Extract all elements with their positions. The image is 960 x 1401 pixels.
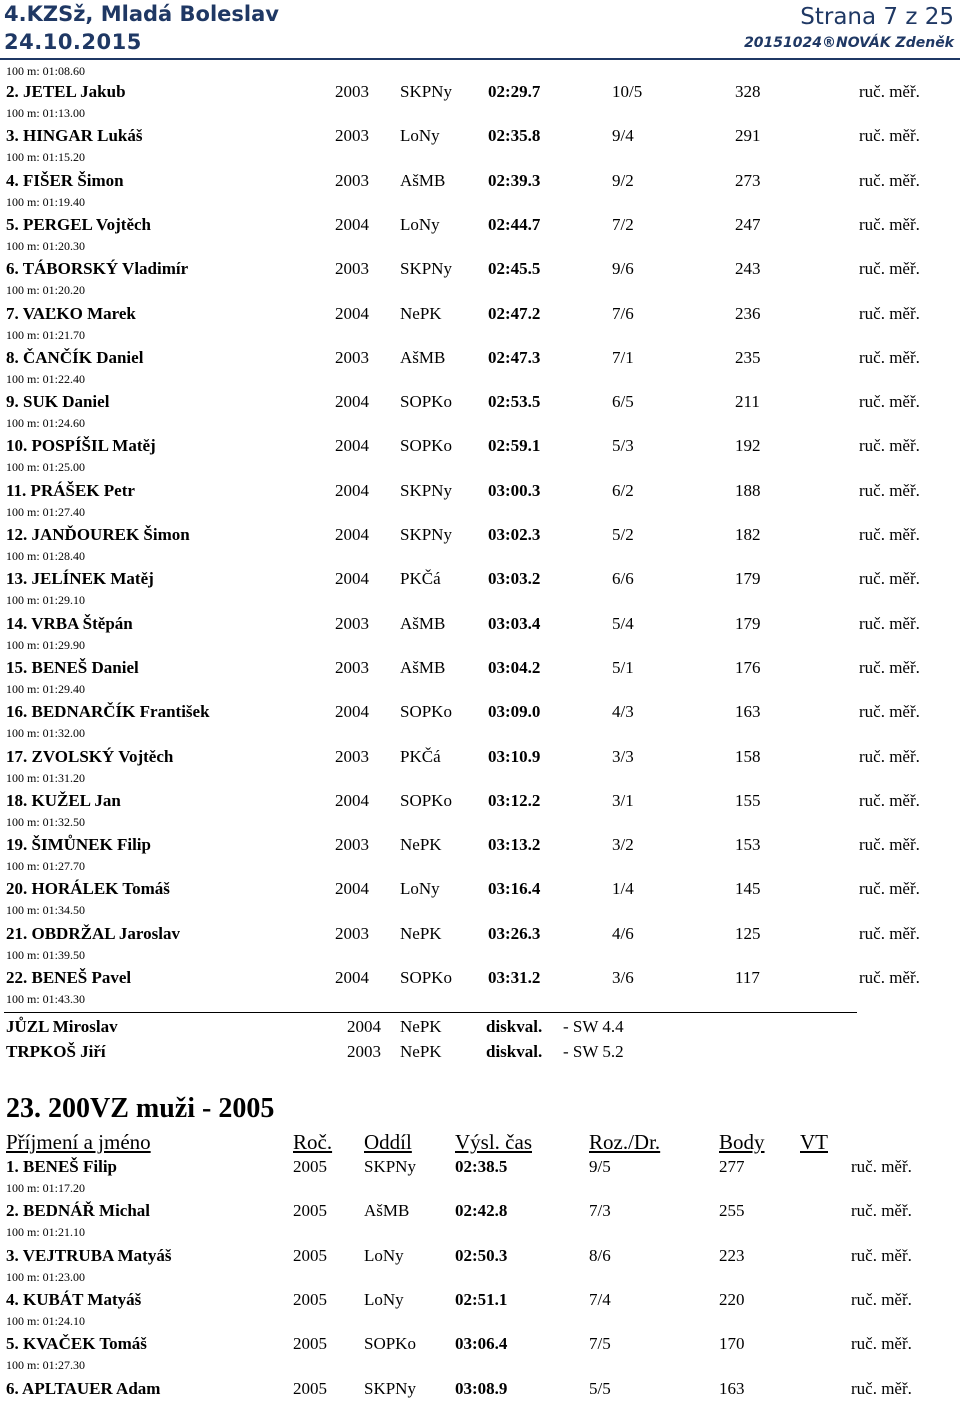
points: 158	[735, 746, 761, 766]
result-row	[0, 481, 960, 503]
split-time: 100 m: 01:15.20	[6, 150, 86, 165]
birth-year: 2004	[335, 436, 369, 456]
heat-lane: 3/3	[612, 746, 634, 766]
points: 188	[735, 480, 761, 500]
column-header-time: Výsl. čas	[455, 1130, 532, 1154]
result-row	[0, 171, 960, 193]
disqualification-status: diskval.	[486, 1017, 543, 1036]
timing-method: ruč. měř.	[859, 657, 920, 677]
heat-lane: 9/4	[612, 126, 634, 146]
birth-year: 2004	[335, 303, 369, 323]
timing-method: ruč. měř.	[851, 1378, 912, 1398]
result-row	[0, 1201, 960, 1223]
result-row	[0, 791, 960, 813]
result-time: 03:04.2	[488, 657, 541, 677]
heat-lane: 4/6	[612, 923, 634, 943]
result-time: 03:06.4	[455, 1334, 508, 1354]
points: 273	[735, 170, 761, 190]
result-row	[0, 835, 960, 857]
result-row	[0, 614, 960, 636]
birth-year: 2003	[335, 347, 369, 367]
athlete-name: 7. VAĽKO Marek	[6, 303, 136, 323]
points: 211	[735, 392, 760, 412]
birth-year: 2004	[335, 968, 369, 987]
athlete-name: 6. TÁBORSKÝ Vladimír	[6, 259, 189, 279]
birth-year: 2005	[293, 1201, 327, 1221]
result-row	[0, 924, 960, 946]
result-row	[0, 82, 960, 104]
points: 277	[719, 1157, 745, 1176]
club-code: AšMB	[364, 1201, 410, 1221]
athlete-name: 8. ČANČÍK Daniel	[6, 347, 144, 367]
split-time: 100 m: 01:32.50	[6, 814, 86, 829]
result-row	[0, 1157, 960, 1179]
timing-method: ruč. měř.	[859, 392, 920, 412]
timing-method: ruč. měř.	[859, 82, 920, 101]
result-row	[0, 126, 960, 148]
club-code: SKPNy	[364, 1378, 416, 1398]
club-code: SKPNy	[400, 259, 452, 279]
club-code: SKPNy	[400, 525, 452, 544]
result-row	[0, 392, 960, 414]
split-time: 100 m: 01:22.40	[6, 371, 86, 386]
split-time: 100 m: 01:27.30	[6, 1358, 86, 1373]
club-code: NePK	[400, 1042, 442, 1061]
points: 176	[735, 657, 761, 677]
result-time: 03:16.4	[488, 879, 541, 899]
birth-year: 2003	[335, 923, 369, 943]
competition-title: 4.KZSž, Mladá Boleslav	[4, 2, 279, 26]
athlete-name: 10. POSPÍŠIL Matěj	[6, 436, 156, 456]
column-header-points: Body	[719, 1130, 765, 1154]
result-row	[0, 215, 960, 237]
split-time: 100 m: 01:32.00	[6, 726, 86, 741]
heat-lane: 9/6	[612, 259, 634, 279]
split-time: 100 m: 01:24.10	[6, 1313, 86, 1328]
birth-year: 2004	[335, 214, 369, 234]
birth-year: 2003	[335, 82, 369, 101]
athlete-name: 3. HINGAR Lukáš	[6, 126, 143, 146]
disqualification-status: diskval.	[486, 1042, 543, 1061]
heat-lane: 5/4	[612, 613, 634, 633]
club-code: NePK	[400, 1017, 442, 1036]
points: 145	[735, 879, 761, 899]
athlete-name: 20. HORÁLEK Tomáš	[6, 879, 170, 899]
birth-year: 2004	[335, 790, 369, 810]
club-code: AšMB	[400, 657, 446, 677]
birth-year: 2003	[335, 835, 369, 855]
heat-lane: 6/2	[612, 480, 634, 500]
club-code: SOPKo	[400, 392, 452, 412]
timing-method: ruč. měř.	[859, 436, 920, 456]
points: 182	[735, 525, 761, 544]
athlete-name: 6. APLTAUER Adam	[6, 1378, 161, 1398]
points: 235	[735, 347, 761, 367]
disqualification-rule: - SW 5.2	[563, 1042, 624, 1061]
athlete-name: 18. KUŽEL Jan	[6, 790, 121, 810]
split-time: 100 m: 01:21.70	[6, 327, 86, 342]
result-row	[0, 259, 960, 281]
club-code: SOPKo	[400, 790, 452, 810]
birth-year: 2005	[293, 1334, 327, 1354]
result-time: 03:12.2	[488, 790, 541, 810]
points: 328	[735, 82, 761, 101]
timing-method: ruč. měř.	[859, 746, 920, 766]
result-row	[0, 436, 960, 458]
athlete-name: 2. BEDNÁŘ Michal	[6, 1201, 151, 1221]
athlete-name: 2. JETEL Jakub	[6, 82, 126, 101]
disqualification-rule: - SW 4.4	[563, 1017, 624, 1036]
club-code: SKPNy	[400, 82, 452, 101]
athlete-name: 3. VEJTRUBA Matyáš	[6, 1245, 172, 1265]
result-time: 02:59.1	[488, 436, 541, 456]
heat-lane: 6/5	[612, 392, 634, 412]
points: 223	[719, 1245, 745, 1265]
split-time: 100 m: 01:31.20	[6, 770, 86, 785]
club-code: LoNy	[364, 1289, 404, 1309]
heat-lane: 7/1	[612, 347, 634, 367]
result-time: 03:08.9	[455, 1378, 508, 1398]
result-time: 02:39.3	[488, 170, 541, 190]
result-row	[0, 658, 960, 680]
birth-year: 2004	[335, 480, 369, 500]
points: 236	[735, 303, 761, 323]
club-code: NePK	[400, 303, 442, 323]
split-time: 100 m: 01:27.70	[6, 859, 86, 874]
birth-year: 2005	[293, 1378, 327, 1398]
points: 179	[735, 569, 761, 589]
athlete-name: 17. ZVOLSKÝ Vojtěch	[6, 746, 174, 766]
athlete-name: 15. BENEŠ Daniel	[6, 657, 139, 677]
heat-lane: 5/2	[612, 525, 634, 544]
athlete-name: 5. PERGEL Vojtěch	[6, 214, 151, 234]
points: 220	[719, 1289, 745, 1309]
result-time: 03:02.3	[488, 525, 541, 544]
points: 247	[735, 214, 761, 234]
athlete-name: 5. KVAČEK Tomáš	[6, 1334, 147, 1354]
column-header-name: Příjmení a jméno	[6, 1130, 151, 1154]
birth-year: 2003	[335, 259, 369, 279]
split-time: 100 m: 01:25.00	[6, 460, 86, 475]
timing-method: ruč. měř.	[859, 569, 920, 589]
birth-year: 2003	[335, 613, 369, 633]
split-time: 100 m: 01:34.50	[6, 903, 86, 918]
points: 170	[719, 1334, 745, 1354]
result-time: 02:47.3	[488, 347, 541, 367]
club-code: LoNy	[400, 879, 440, 899]
heat-lane: 1/4	[612, 879, 634, 899]
club-code: LoNy	[400, 126, 440, 146]
heat-lane: 4/3	[612, 702, 634, 722]
points: 179	[735, 613, 761, 633]
result-row	[0, 702, 960, 724]
heat-lane: 7/5	[589, 1334, 611, 1354]
heat-lane: 9/5	[589, 1157, 611, 1176]
split-time: 100 m: 01:43.30	[6, 992, 86, 1006]
result-time: 02:50.3	[455, 1245, 508, 1265]
timing-method: ruč. měř.	[859, 968, 920, 987]
result-time: 02:44.7	[488, 214, 541, 234]
result-time: 03:03.4	[488, 613, 541, 633]
result-time: 02:51.1	[455, 1289, 508, 1309]
timing-method: ruč. měř.	[859, 259, 920, 279]
result-time: 03:10.9	[488, 746, 541, 766]
result-row	[0, 968, 960, 990]
club-code: NePK	[400, 835, 442, 855]
birth-year: 2003	[347, 1042, 381, 1061]
club-code: SKPNy	[400, 480, 452, 500]
club-code: SKPNy	[364, 1157, 416, 1176]
timing-method: ruč. měř.	[859, 170, 920, 190]
timing-method: ruč. měř.	[859, 525, 920, 544]
athlete-name: 19. ŠIMŮNEK Filip	[6, 835, 151, 855]
result-time: 02:45.5	[488, 259, 541, 279]
timing-method: ruč. měř.	[851, 1334, 912, 1354]
points: 243	[735, 259, 761, 279]
birth-year: 2004	[335, 879, 369, 899]
points: 192	[735, 436, 761, 456]
birth-year: 2005	[293, 1157, 327, 1176]
timing-method: ruč. měř.	[859, 126, 920, 146]
heat-lane: 5/3	[612, 436, 634, 456]
split-time: 100 m: 01:29.40	[6, 681, 86, 696]
athlete-name: 12. JANĎOUREK Šimon	[6, 525, 190, 544]
points: 163	[735, 702, 761, 722]
heat-lane: 3/1	[612, 790, 634, 810]
birth-year: 2004	[335, 525, 369, 544]
timing-method: ruč. měř.	[859, 835, 920, 855]
timing-method: ruč. měř.	[859, 613, 920, 633]
points: 153	[735, 835, 761, 855]
competition-date: 24.10.2015	[4, 30, 142, 54]
heat-lane: 7/2	[612, 214, 634, 234]
split-time: 100 m: 01:27.40	[6, 504, 86, 519]
birth-year: 2005	[293, 1289, 327, 1309]
top-split-time: 100 m: 01:08.60	[6, 64, 86, 78]
result-time: 03:03.2	[488, 569, 541, 589]
club-code: AšMB	[400, 347, 446, 367]
birth-year: 2004	[347, 1017, 381, 1036]
disqualified-row	[0, 1042, 960, 1064]
split-time: 100 m: 01:28.40	[6, 549, 86, 563]
timing-method: ruč. měř.	[851, 1289, 912, 1309]
heat-lane: 9/2	[612, 170, 634, 190]
timing-method: ruč. měř.	[859, 879, 920, 899]
result-time: 02:35.8	[488, 126, 541, 146]
split-time: 100 m: 01:20.30	[6, 238, 86, 253]
split-time: 100 m: 01:19.40	[6, 194, 86, 209]
heat-lane: 8/6	[589, 1245, 611, 1265]
result-time: 02:29.7	[488, 82, 541, 101]
club-code: SOPKo	[400, 968, 452, 987]
club-code: PKČá	[400, 746, 441, 766]
split-time: 100 m: 01:29.10	[6, 593, 86, 608]
heat-lane: 7/6	[612, 303, 634, 323]
column-header-timing: VT	[800, 1130, 828, 1154]
heat-lane: 5/1	[612, 657, 634, 677]
athlete-name: 11. PRÁŠEK Petr	[6, 480, 135, 500]
athlete-name: 14. VRBA Štěpán	[6, 613, 133, 633]
section-title: 23. 200VZ muži - 2005	[6, 1093, 275, 1124]
timing-method: ruč. měř.	[859, 790, 920, 810]
result-row	[0, 525, 960, 547]
heat-lane: 7/3	[589, 1201, 611, 1221]
result-time: 02:47.2	[488, 303, 541, 323]
result-time: 03:31.2	[488, 968, 541, 987]
heat-lane: 5/5	[589, 1378, 611, 1398]
points: 163	[719, 1378, 745, 1398]
club-code: AšMB	[400, 613, 446, 633]
result-row	[0, 1246, 960, 1268]
result-time: 03:09.0	[488, 702, 541, 722]
birth-year: 2004	[335, 702, 369, 722]
timing-method: ruč. měř.	[859, 923, 920, 943]
birth-year: 2005	[293, 1245, 327, 1265]
result-time: 02:38.5	[455, 1157, 508, 1176]
split-time: 100 m: 01:23.00	[6, 1269, 86, 1284]
timing-method: ruč. měř.	[851, 1245, 912, 1265]
timing-method: ruč. měř.	[851, 1157, 912, 1176]
result-row	[0, 1379, 960, 1401]
club-code: SOPKo	[400, 436, 452, 456]
split-time: 100 m: 01:24.60	[6, 416, 86, 431]
points: 125	[735, 923, 761, 943]
heat-lane: 3/6	[612, 968, 634, 987]
athlete-name: TRPKOŠ Jiří	[6, 1042, 106, 1061]
points: 255	[719, 1201, 745, 1221]
result-row	[0, 879, 960, 901]
club-code: AšMB	[400, 170, 446, 190]
athlete-name: JŮZL Miroslav	[6, 1017, 118, 1036]
split-time: 100 m: 01:39.50	[6, 947, 86, 962]
athlete-name: 22. BENEŠ Pavel	[6, 968, 132, 987]
timing-method: ruč. měř.	[851, 1201, 912, 1221]
result-time: 03:00.3	[488, 480, 541, 500]
athlete-name: 9. SUK Daniel	[6, 392, 110, 412]
split-time: 100 m: 01:21.10	[6, 1225, 86, 1240]
points: 291	[735, 126, 761, 146]
timing-method: ruč. měř.	[859, 702, 920, 722]
club-code: PKČá	[400, 569, 441, 589]
timing-method: ruč. měř.	[859, 480, 920, 500]
column-header-club: Oddíl	[364, 1130, 412, 1154]
heat-lane: 10/5	[612, 82, 643, 101]
column-header-year: Roč.	[293, 1130, 333, 1154]
disqualified-row	[0, 1017, 960, 1039]
result-time: 02:42.8	[455, 1201, 508, 1221]
athlete-name: 16. BEDNARČÍK František	[6, 702, 210, 722]
split-time: 100 m: 01:13.00	[6, 106, 86, 120]
birth-year: 2003	[335, 657, 369, 677]
birth-year: 2003	[335, 170, 369, 190]
result-time: 02:53.5	[488, 392, 541, 412]
birth-year: 2003	[335, 746, 369, 766]
club-code: SOPKo	[364, 1334, 416, 1354]
club-code: NePK	[400, 923, 442, 943]
athlete-name: 13. JELÍNEK Matěj	[6, 569, 154, 589]
result-row	[0, 304, 960, 326]
timing-method: ruč. měř.	[859, 214, 920, 234]
birth-year: 2004	[335, 569, 369, 589]
athlete-name: 4. KUBÁT Matyáš	[6, 1289, 142, 1309]
page-indicator: Strana 7 z 25	[800, 4, 954, 30]
split-time: 100 m: 01:20.20	[6, 283, 86, 298]
birth-year: 2004	[335, 392, 369, 412]
result-row	[0, 1334, 960, 1356]
club-code: LoNy	[364, 1245, 404, 1265]
heat-lane: 7/4	[589, 1289, 611, 1309]
timing-method: ruč. měř.	[859, 303, 920, 323]
result-row	[0, 348, 960, 370]
result-row	[0, 1290, 960, 1312]
split-time: 100 m: 01:29.90	[6, 637, 86, 652]
athlete-name: 4. FIŠER Šimon	[6, 170, 124, 190]
athlete-name: 21. OBDRŽAL Jaroslav	[6, 923, 180, 943]
points: 117	[735, 968, 760, 987]
timing-method: ruč. měř.	[859, 347, 920, 367]
header-rule	[0, 58, 960, 60]
birth-year: 2003	[335, 126, 369, 146]
result-time: 03:26.3	[488, 923, 541, 943]
heat-lane: 3/2	[612, 835, 634, 855]
club-code: LoNy	[400, 214, 440, 234]
club-code: SOPKo	[400, 702, 452, 722]
document-author: 20151024®NOVÁK Zdeněk	[744, 35, 954, 51]
result-row	[0, 747, 960, 769]
result-time: 03:13.2	[488, 835, 541, 855]
results-divider	[4, 1012, 857, 1013]
athlete-name: 1. BENEŠ Filip	[6, 1157, 118, 1176]
column-header-heat-lane: Roz./Dr.	[589, 1130, 661, 1154]
heat-lane: 6/6	[612, 569, 634, 589]
split-time: 100 m: 01:17.20	[6, 1181, 86, 1195]
result-row	[0, 569, 960, 591]
points: 155	[735, 790, 761, 810]
